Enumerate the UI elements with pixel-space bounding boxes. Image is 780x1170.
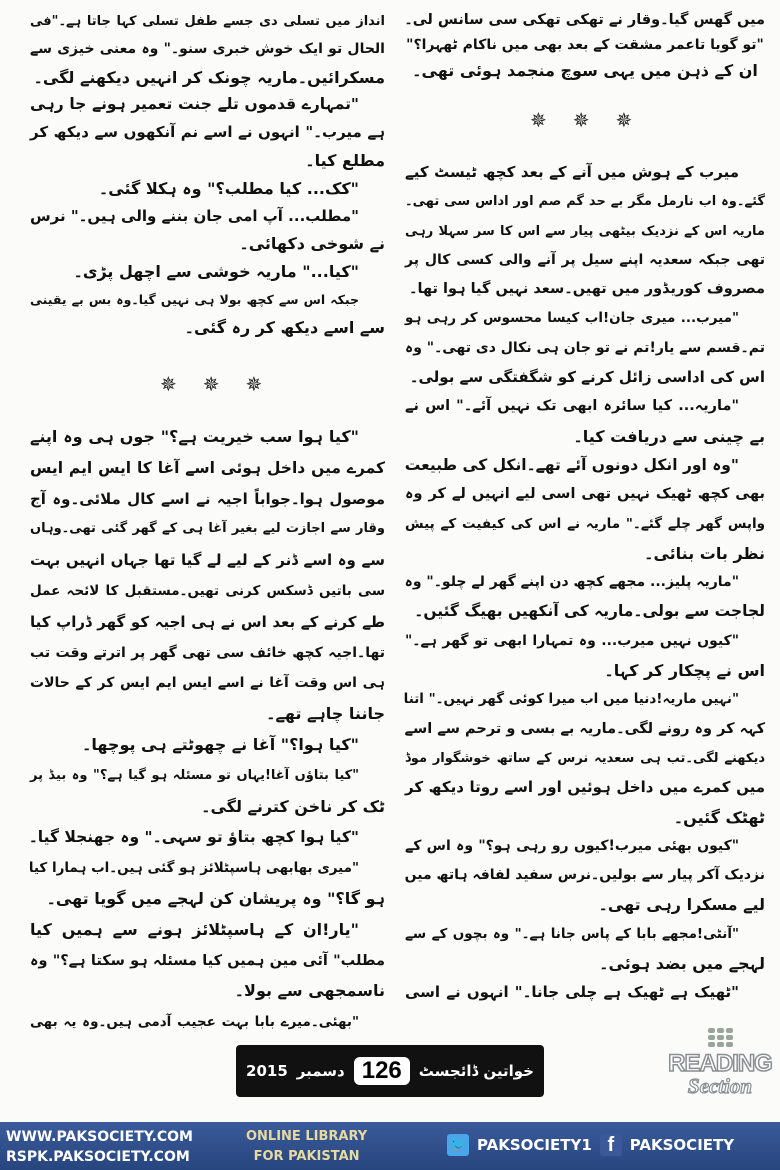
text-line: لہجے میں بضد ہوئی۔ (599, 954, 765, 974)
section-separator (530, 108, 632, 132)
text-line: "ٹھیک ہے ٹھیک ہے چلی جانا۔" انہوں نے اسی (405, 983, 739, 1002)
dots-icon (660, 1028, 780, 1047)
star-icon: ✵ (615, 108, 633, 132)
text-line: مطلع کیا۔ (305, 150, 385, 170)
text-line: بھی کچھ ٹھیک نہیں تھی اسی لیے انہیں لے کر وہ (405, 486, 765, 503)
text-line: ماریہ اس کے نزدیک بیٹھی پیار سے اس کا سر سہلا رہی (405, 223, 765, 239)
left-column-top (30, 8, 385, 342)
text-line: "کیوں بھئی میرب!کیوں رو رہی ہو؟" وہ اس کے (405, 837, 739, 854)
text-line: "کیا بتاؤں آغا!یہاں تو مسئلہ ہو گیا ہے؟" وہ بیڈ پر (30, 767, 359, 783)
text-line: اس نے پچکار کر کہا۔ (604, 661, 765, 681)
text-line: میں کمرے میں داخل ہوئیں اور اسے روتا دیکھ کر (405, 778, 765, 797)
text-line: جبکہ اس سے کچھ بولا ہی نہیں گیا۔وہ بس بے یقینی (30, 291, 359, 307)
text-line: "کیا ہوا؟" آغا نے چھوٹتے ہی پوچھا۔ (81, 734, 359, 754)
text-line: "یار!ان کے ہاسپٹلائز ہونے سے ہمیں کیا (30, 919, 359, 939)
text-line: واپس گھر چلے گئے۔" ماریہ نے اس کی کیفیت کے پیش (405, 515, 765, 532)
star-icon: ✵ (530, 108, 547, 132)
text-line: "کیا ہوا کچھ بتاؤ تو سہی۔" وہ جھنجلا گیا۔ (28, 828, 359, 847)
text-line: ہی اس وقت آغا نے اسے ایس ایم ایس کر کے حالات (30, 675, 385, 692)
library-line-2: FOR PAKISTAN (253, 1149, 360, 1164)
text-line: کمرے میں داخل ہوئی اسے آغا کا ایس ایم ایس (30, 458, 385, 477)
text-line: نظر بات بنائی۔ (644, 543, 765, 563)
text-line: "تمہارے قدموں تلے جنت تعمیر ہونے جا رہی (30, 95, 359, 114)
reading-label: READING (668, 1050, 772, 1077)
twitter-handle[interactable]: PAKSOCIETY1 (477, 1136, 592, 1154)
text-line: دیکھنے لگی۔تب ہی سعدیہ نرس کے ساتھ خوشگوار موڈ (405, 750, 765, 766)
text-line: "کیا ہوا سب خیریت ہے؟" جوں ہی وہ اپنے (30, 427, 359, 446)
star-icon: ✵ (245, 372, 263, 396)
text-line: سی باتیں ڈسکس کرنی تھیں۔مستقبل کا لائحہ عمل (30, 582, 385, 599)
reading-section-logo (660, 1028, 780, 1099)
text-line: تھا۔اجیہ کچھ خائف سی تھی گھر پر اترتے وقت تب (30, 644, 385, 661)
text-line: کہہ کر وہ رونے لگی۔ماریہ بے بسی و ترحم سے اسے (404, 720, 765, 737)
text-line: سے اسے دیکھ کر رہ گئی۔ (184, 317, 385, 337)
text-line: موصول ہوا۔جواباً اجیہ نے اسے کال ملائی۔وہ آج (30, 489, 385, 508)
text-line: مسکرائیں۔ماریہ چونک کر انہیں دیکھنے لگی۔ (33, 67, 385, 87)
text-line: سے وہ اسے ڈنر کے لیے لے گیا تھا جہاں انہیں بہت (30, 551, 385, 570)
text-line: انداز میں تسلی دی جسے طفل تسلی کہا جاتا ہے۔"فی (30, 14, 385, 29)
text-line: جاننا چاہے تھے۔ (266, 704, 385, 724)
section-label: Section (687, 1074, 753, 1098)
twitter-icon[interactable]: 🐦 (447, 1134, 469, 1156)
text-line: مطلب" آئی مین ہمیں کیا مسئلہ ہو سکتا ہے؟" وہ (30, 952, 385, 969)
magazine-name: خواتین ڈائجسٹ (418, 1062, 534, 1080)
text-line: ان کے ذہن میں یہی سوچ منجمد ہوئی تھی۔ (412, 61, 758, 80)
text-line: الحال تو ایک خوش خبری سنو۔" وہ معنی خیزی سے (30, 40, 385, 57)
text-line: ٹک کر ناخن کترنے لگی۔ (201, 796, 385, 816)
text-line: مصروف کوریڈور میں تھیں۔سعد نہیں گیا ہوا تھا۔ (409, 281, 765, 298)
facebook-handle[interactable]: PAKSOCIETY (629, 1136, 735, 1154)
social-links (447, 1134, 734, 1156)
star-icon: ✵ (202, 372, 220, 396)
text-line: "کیوں نہیں میرب... وہ تمہارا ابھی تو گھر ہے۔" (405, 632, 739, 649)
online-library-label (246, 1127, 367, 1167)
page-number-banner (236, 1045, 544, 1097)
text-line: نے شوخی دکھائی۔ (239, 234, 385, 254)
text-line: میں گھس گیا۔وقار نے تھکی تھکی سی سانس لی۔ (404, 12, 765, 28)
text-line: "نہیں ماریہ!دنیا میں اب میرا کوئی گھر نہیں۔" اتنا (403, 691, 739, 708)
site-link-rspk[interactable]: RSPK.PAKSOCIETY.COM (6, 1149, 190, 1165)
text-line: نزدیک آکر پیار سے بولیں۔نرس سفید لفافہ ہاتھ میں (404, 867, 765, 884)
text-line: "آنٹی!مجھے بابا کے پاس جانا ہے۔" وہ بچوں کے سے (405, 925, 739, 942)
text-line: ہو گا؟" وہ پریشان کن لہجے میں گویا تھی۔ (46, 888, 385, 908)
text-line: "میری بھابھی ہاسپٹلائز ہو گئی ہیں۔اب ہمارا کیا (28, 860, 359, 877)
library-line-1: ONLINE LIBRARY (246, 1129, 368, 1144)
star-icon: ✵ (160, 372, 177, 396)
text-line: میرب کے ہوش میں آنے کے بعد کچھ ٹیسٹ کیے (405, 163, 739, 181)
right-column-top (405, 8, 765, 83)
footer-sites (6, 1127, 193, 1167)
text-line: "مطلب... آپ امی جان بننے والی ہیں۔" نرس (29, 206, 359, 225)
text-line: اس کی اداسی زائل کرنے کو شگفتگی سے بولی۔ (409, 368, 765, 387)
text-line: "وہ اور انکل دونوں آئے تھے۔انکل کی طبیعت (404, 455, 739, 474)
issue-month: دسمبر (296, 1062, 345, 1080)
text-line: ناسمجھی سے بولا۔ (234, 981, 385, 1001)
text-line: لیے مسکرا رہی تھی۔ (598, 895, 765, 915)
text-line: ٹھٹک گئیں۔ (673, 807, 765, 827)
text-line: "ماریہ پلیز... مجھے کچھ دن اپنے گھر لے چلو۔" وہ (404, 574, 739, 591)
text-line: بے چینی سے دریافت کیا۔ (573, 426, 765, 446)
page-number: 126 (354, 1057, 410, 1085)
star-icon: ✵ (572, 108, 590, 132)
text-line: تھی جبکہ سعدیہ اپنے سیل پر آنے والی کسی کال پر (405, 251, 765, 268)
left-column-main (30, 422, 385, 1038)
text-line: "ماریہ... کیا سائرہ ابھی تک نہیں آئے۔" اس نے (405, 398, 739, 415)
text-line: "میرب... میری جان!اب کیسا محسوس کر رہی ہو (405, 310, 739, 327)
text-line: طے کرنے کے بعد اس نے ہی اجیہ کو گھر ڈراپ کیا (30, 612, 385, 631)
right-column-main (405, 158, 765, 1008)
site-link-www[interactable]: WWW.PAKSOCIETY.COM (6, 1129, 193, 1145)
issue-year: 2015 (246, 1062, 288, 1080)
text-line: "کک... کیا مطلب؟" وہ ہکلا گئی۔ (98, 178, 359, 198)
footer-bar (0, 1122, 780, 1170)
section-separator (160, 372, 262, 396)
text-line: "کیا..." ماریہ خوشی سے اچھل پڑی۔ (73, 262, 359, 282)
text-line: "تو گویا تاعمر مشقت کے بعد بھی میں ناکام ٹھہرا؟" (406, 37, 764, 53)
text-line: "بھئی۔میرے بابا بہت عجیب آدمی ہیں۔وہ یہ بھی (30, 1014, 359, 1031)
text-line: ہے میرب۔" انہوں نے اسے نم آنکھوں سے دیکھ کر (30, 123, 385, 142)
text-line: لجاجت سے بولی۔ماریہ کی آنکھیں بھیگ گئیں۔ (414, 602, 765, 621)
facebook-icon[interactable]: f (600, 1134, 622, 1156)
text-line: تم۔قسم سے یار!تم نے تو جان ہی نکال دی تھی۔" وہ (405, 339, 765, 356)
text-line: وقار سے اجازت لیے بغیر آغا ہی کے گھر گئی تھی۔وہاں (30, 521, 385, 537)
text-line: گئے۔وہ اب نارمل مگر بے حد گم صم اور اداس سی تھی۔ (405, 194, 765, 210)
